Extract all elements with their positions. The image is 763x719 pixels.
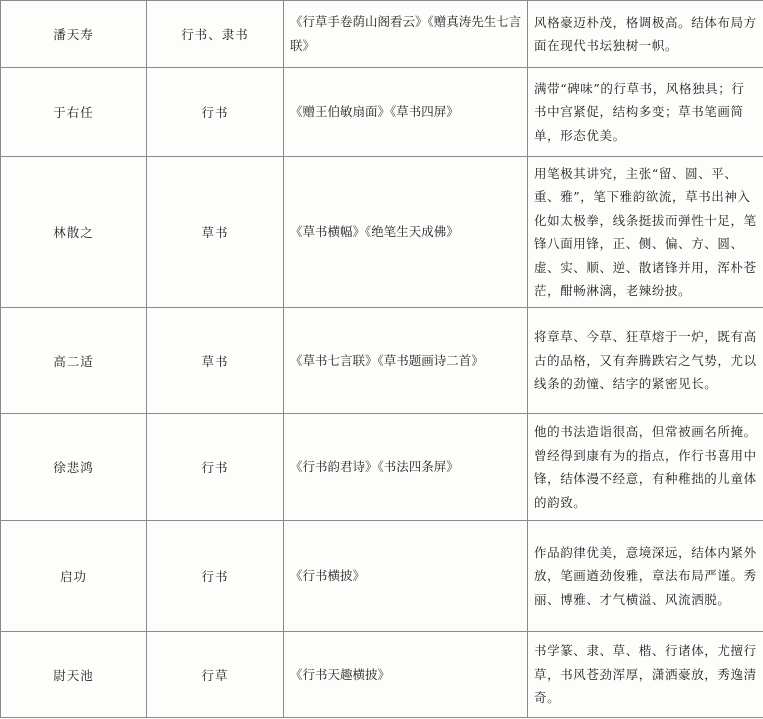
table-row xyxy=(1,68,763,157)
representative-works: 《行书天趣横披》 xyxy=(284,632,528,718)
table-row xyxy=(1,632,763,718)
representative-works: 《行书横披》 xyxy=(284,521,528,632)
script-style: 草书 xyxy=(147,308,284,414)
style-description: 他的书法造诣很高，但常被画名所掩。曾经得到康有为的指点，作行书喜用中锋，结体漫不经意，有种稚拙的儿童体的韵致。 xyxy=(528,414,763,521)
calligrapher-name: 高二适 xyxy=(1,308,147,414)
script-style: 行书、隶书 xyxy=(147,1,284,68)
calligrapher-name: 潘天寿 xyxy=(1,1,147,68)
style-description: 作品韵律优美，意境深远，结体内紧外放，笔画遒劲俊雅，章法布局严谨。秀丽、博雅、才气横溢、风流洒脱。 xyxy=(528,521,763,632)
style-description: 用笔极其讲究，主张“留、圆、平、重、雅”，笔下雅韵欲流，草书出神入化如太极拳，线条挺拔而弹性十足，笔锋八面用锋，正、侧、偏、方、圆、虚、实、顺、逆、散诸锋并用，浑朴苍茫，酣畅淋漓，老辣纷披。 xyxy=(528,157,763,308)
calligrapher-name: 尉天池 xyxy=(1,632,147,718)
script-style: 行书 xyxy=(147,68,284,157)
script-style: 行书 xyxy=(147,414,284,521)
calligrapher-name: 于右任 xyxy=(1,68,147,157)
table-row xyxy=(1,157,763,308)
style-description: 书学篆、隶、草、楷、行诸体，尤擅行草，书风苍劲浑厚，潇洒豪放，秀逸清奇。 xyxy=(528,632,763,718)
script-style: 行草 xyxy=(147,632,284,718)
script-style: 行书 xyxy=(147,521,284,632)
table-row xyxy=(1,308,763,414)
style-description: 满带“碑味”的行草书，风格独具；行书中宫紧促，结构多变；草书笔画简单，形态优美。 xyxy=(528,68,763,157)
style-description: 将章草、今草、狂草熔于一炉，既有高古的品格，又有奔腾跌宕之气势，尤以线条的劲憧、结字的紧密见长。 xyxy=(528,308,763,414)
table-row xyxy=(1,1,763,68)
calligrapher-name: 启功 xyxy=(1,521,147,632)
calligrapher-name: 徐悲鸿 xyxy=(1,414,147,521)
calligrapher-name: 林散之 xyxy=(1,157,147,308)
table-row xyxy=(1,521,763,632)
script-style: 草书 xyxy=(147,157,284,308)
representative-works: 《赠王伯敏扇面》《草书四屏》 xyxy=(284,68,528,157)
table-row xyxy=(1,414,763,521)
representative-works: 《草书横幅》《绝笔生天成佛》 xyxy=(284,157,528,308)
representative-works: 《行草手卷荫山阁看云》《赠真涛先生七言联》 xyxy=(284,1,528,68)
style-description: 风格豪迈朴茂，格调极高。结体布局方面在现代书坛独树一帜。 xyxy=(528,1,763,68)
representative-works: 《草书七言联》《草书题画诗二首》 xyxy=(284,308,528,414)
representative-works: 《行书韵君诗》《书法四条屏》 xyxy=(284,414,528,521)
